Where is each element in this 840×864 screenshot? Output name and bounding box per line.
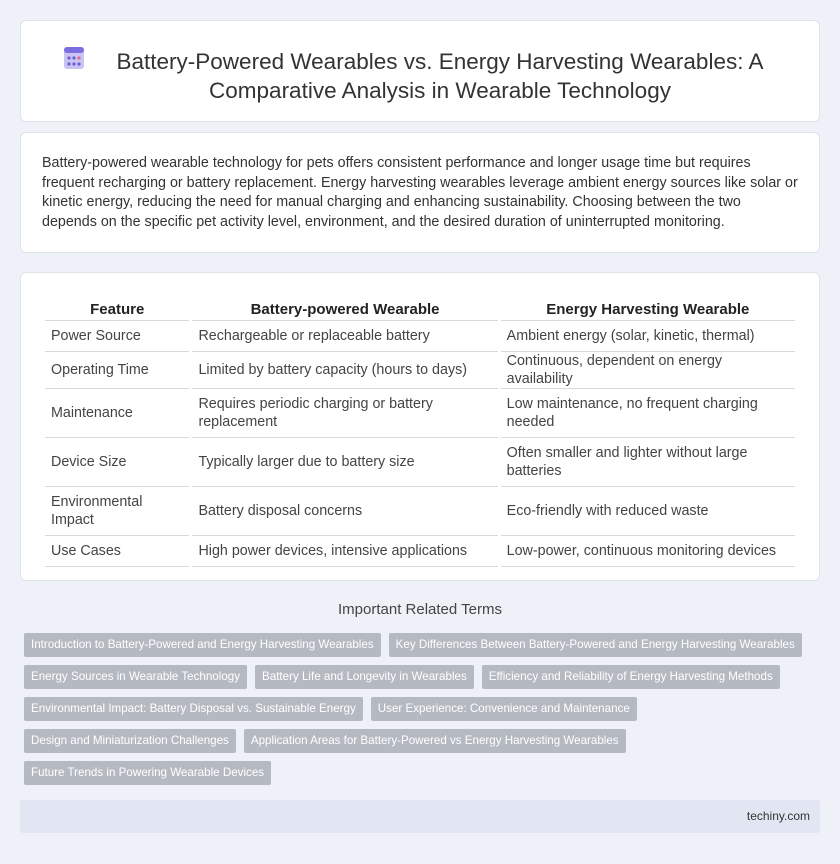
table-cell: Typically larger due to battery size (192, 438, 497, 487)
table-header-cell: Feature (45, 296, 189, 321)
table-row (45, 487, 795, 536)
related-terms-list (24, 633, 824, 785)
intro-paragraph: Battery-powered wearable technology for pets offers consistent performance and longer usage time but requires frequent recharging or battery replacement. Energy harvesting wearables leverage ambient energy sources like solar or kinetic energy, reducing the need for manual charging and enhancing sustainability. Choosing between the two depends on the specific pet activity level, environment, and the desired duration of uninterrupted monitoring. (42, 155, 798, 230)
table-cell: Operating Time (45, 352, 189, 389)
table-header-row (45, 296, 795, 321)
footer (20, 800, 820, 833)
table-cell: Low-power, continuous monitoring devices (501, 536, 795, 567)
related-terms-title: Important Related Terms (338, 601, 502, 618)
footer-site-link[interactable]: techiny.com (746, 809, 810, 823)
table-cell: Continuous, dependent on energy availability (501, 352, 795, 389)
related-term-tag[interactable]: User Experience: Convenience and Maintenance (371, 697, 637, 721)
page-title: Battery-Powered Wearables vs. Energy Harvesting Wearables: A Comparative Analysis in Wearable Technology (116, 49, 764, 103)
table-cell: Device Size (45, 438, 189, 487)
table-cell: Often smaller and lighter without large batteries (501, 438, 795, 487)
related-term-tag[interactable]: Efficiency and Reliability of Energy Harvesting Methods (482, 665, 780, 689)
related-term-tag[interactable]: Environmental Impact: Battery Disposal vs. Sustainable Energy (24, 697, 363, 721)
table-row (45, 389, 795, 438)
table-cell: Rechargeable or replaceable battery (192, 321, 497, 352)
related-term-tag[interactable]: Introduction to Battery-Powered and Energy Harvesting Wearables (24, 633, 381, 657)
table-row (45, 536, 795, 567)
table-cell: Ambient energy (solar, kinetic, thermal) (501, 321, 795, 352)
table-cell: Battery disposal concerns (192, 487, 497, 536)
table-cell: Environmental Impact (45, 487, 189, 536)
table-cell: Power Source (45, 321, 189, 352)
related-term-tag[interactable]: Application Areas for Battery-Powered vs Energy Harvesting Wearables (244, 729, 626, 753)
related-term-tag[interactable]: Energy Sources in Wearable Technology (24, 665, 247, 689)
table-cell: Maintenance (45, 389, 189, 438)
intro-card (20, 132, 820, 253)
title-card (20, 20, 820, 122)
related-term-tag[interactable]: Future Trends in Powering Wearable Devices (24, 761, 271, 785)
related-term-tag[interactable]: Design and Miniaturization Challenges (24, 729, 236, 753)
table-cell: Requires periodic charging or battery replacement (192, 389, 497, 438)
table-row (45, 438, 795, 487)
table-row (45, 321, 795, 352)
table-cell: Limited by battery capacity (hours to days) (192, 352, 497, 389)
comparison-table-card (20, 272, 820, 581)
table-cell: Low maintenance, no frequent charging needed (501, 389, 795, 438)
table-cell: Use Cases (45, 536, 189, 567)
table-cell: High power devices, intensive applications (192, 536, 497, 567)
table-header-cell: Energy Harvesting Wearable (501, 296, 795, 321)
related-term-tag[interactable]: Battery Life and Longevity in Wearables (255, 665, 474, 689)
table-cell: Eco-friendly with reduced waste (501, 487, 795, 536)
table-row (45, 352, 795, 389)
comparison-table (42, 296, 798, 567)
related-term-tag[interactable]: Key Differences Between Battery-Powered and Energy Harvesting Wearables (389, 633, 802, 657)
table-header-cell: Battery-powered Wearable (192, 296, 497, 321)
